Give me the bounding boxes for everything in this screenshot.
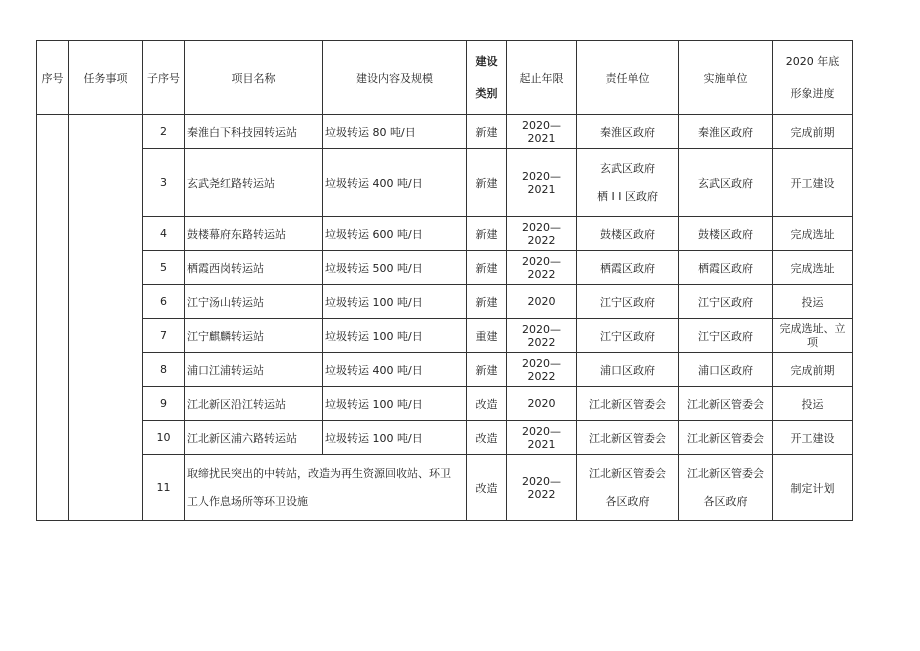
header-sub-seq: 子序号 bbox=[143, 41, 185, 115]
implementer-line: 各区政府 bbox=[703, 494, 748, 508]
project-name-cell: 江北新区沿江转运站 bbox=[185, 387, 323, 421]
type-cell: 新建 bbox=[467, 217, 507, 251]
merged-description-cell bbox=[185, 455, 467, 521]
responsible-cell: 鼓楼区政府 bbox=[577, 217, 679, 251]
header-progress-line1: 2020 年底 bbox=[785, 54, 840, 68]
period-cell: 2020—2022 bbox=[507, 353, 577, 387]
seq-cell-merged bbox=[37, 115, 69, 521]
progress-cell: 完成选址 bbox=[773, 251, 853, 285]
project-name-cell: 秦淮白下科技园转运站 bbox=[185, 115, 323, 149]
project-table bbox=[36, 40, 853, 521]
table-row bbox=[37, 149, 853, 217]
period-cell: 2020—2021 bbox=[507, 115, 577, 149]
content-cell: 垃圾转运 500 吨/日 bbox=[323, 251, 467, 285]
period-cell: 2020 bbox=[507, 387, 577, 421]
type-cell: 新建 bbox=[467, 115, 507, 149]
table-row bbox=[37, 387, 853, 421]
table-row bbox=[37, 319, 853, 353]
table-row bbox=[37, 353, 853, 387]
table-row bbox=[37, 455, 853, 521]
content-cell: 垃圾转运 600 吨/日 bbox=[323, 217, 467, 251]
sub-seq-cell: 10 bbox=[143, 421, 185, 455]
project-name-cell: 江宁麒麟转运站 bbox=[185, 319, 323, 353]
progress-cell: 投运 bbox=[773, 387, 853, 421]
project-name-cell: 鼓楼幕府东路转运站 bbox=[185, 217, 323, 251]
project-name-cell: 浦口江浦转运站 bbox=[185, 353, 323, 387]
header-progress bbox=[773, 41, 853, 115]
responsible-cell: 秦淮区政府 bbox=[577, 115, 679, 149]
period-cell: 2020—2021 bbox=[507, 421, 577, 455]
period-cell: 2020—2022 bbox=[507, 319, 577, 353]
responsible-cell: 江宁区政府 bbox=[577, 285, 679, 319]
responsible-line: 江北新区管委会 bbox=[589, 466, 666, 480]
table-row bbox=[37, 217, 853, 251]
content-cell: 垃圾转运 100 吨/日 bbox=[323, 387, 467, 421]
responsible-cell: 江北新区管委会 bbox=[577, 421, 679, 455]
type-cell: 新建 bbox=[467, 353, 507, 387]
sub-seq-cell: 6 bbox=[143, 285, 185, 319]
implementer-cell: 江宁区政府 bbox=[679, 319, 773, 353]
progress-cell: 完成选址、立项 bbox=[773, 319, 853, 353]
sub-seq-cell: 3 bbox=[143, 149, 185, 217]
type-cell: 新建 bbox=[467, 285, 507, 319]
period-cell: 2020—2022 bbox=[507, 455, 577, 521]
responsible-cell bbox=[577, 455, 679, 521]
sub-seq-cell: 5 bbox=[143, 251, 185, 285]
type-cell: 新建 bbox=[467, 149, 507, 217]
progress-cell: 开工建设 bbox=[773, 149, 853, 217]
table-row bbox=[37, 285, 853, 319]
table-body bbox=[37, 41, 853, 521]
project-name-cell: 栖霞西岗转运站 bbox=[185, 251, 323, 285]
sub-seq-cell: 7 bbox=[143, 319, 185, 353]
table-row bbox=[37, 251, 853, 285]
progress-cell: 投运 bbox=[773, 285, 853, 319]
type-cell: 改造 bbox=[467, 387, 507, 421]
progress-cell: 制定计划 bbox=[773, 455, 853, 521]
content-cell: 垃圾转运 400 吨/日 bbox=[323, 353, 467, 387]
description-line: 工人作息场所等环卫设施 bbox=[187, 494, 308, 508]
header-task: 任务事项 bbox=[69, 41, 143, 115]
type-cell: 重建 bbox=[467, 319, 507, 353]
sub-seq-cell: 4 bbox=[143, 217, 185, 251]
progress-cell: 完成前期 bbox=[773, 115, 853, 149]
header-project: 项目名称 bbox=[185, 41, 323, 115]
sub-seq-cell: 9 bbox=[143, 387, 185, 421]
sub-seq-cell: 11 bbox=[143, 455, 185, 521]
responsible-line: 各区政府 bbox=[605, 494, 650, 508]
header-period: 起止年限 bbox=[507, 41, 577, 115]
responsible-cell: 栖霞区政府 bbox=[577, 251, 679, 285]
implementer-cell: 秦淮区政府 bbox=[679, 115, 773, 149]
implementer-cell: 栖霞区政府 bbox=[679, 251, 773, 285]
period-cell: 2020—2021 bbox=[507, 149, 577, 217]
task-cell-merged bbox=[69, 115, 143, 521]
implementer-cell bbox=[679, 455, 773, 521]
implementer-cell: 鼓楼区政府 bbox=[679, 217, 773, 251]
header-content: 建设内容及规模 bbox=[323, 41, 467, 115]
content-cell: 垃圾转运 100 吨/日 bbox=[323, 319, 467, 353]
progress-cell: 开工建设 bbox=[773, 421, 853, 455]
table-row bbox=[37, 115, 853, 149]
header-responsible: 责任单位 bbox=[577, 41, 679, 115]
implementer-line: 江北新区管委会 bbox=[687, 466, 764, 480]
period-cell: 2020—2022 bbox=[507, 217, 577, 251]
responsible-line: 栖 I I 区政府 bbox=[597, 189, 658, 203]
responsible-cell: 江北新区管委会 bbox=[577, 387, 679, 421]
header-progress-line2: 形象进度 bbox=[790, 86, 835, 100]
header-type bbox=[467, 41, 507, 115]
implementer-cell: 浦口区政府 bbox=[679, 353, 773, 387]
project-name-cell: 江宁汤山转运站 bbox=[185, 285, 323, 319]
period-cell: 2020—2022 bbox=[507, 251, 577, 285]
header-seq: 序号 bbox=[37, 41, 69, 115]
table-row bbox=[37, 421, 853, 455]
sub-seq-cell: 8 bbox=[143, 353, 185, 387]
header-type-line1: 建设 bbox=[475, 54, 498, 68]
project-name-cell: 玄武尧红路转运站 bbox=[185, 149, 323, 217]
implementer-cell: 江北新区管委会 bbox=[679, 421, 773, 455]
type-cell: 改造 bbox=[467, 421, 507, 455]
type-cell: 新建 bbox=[467, 251, 507, 285]
sub-seq-cell: 2 bbox=[143, 115, 185, 149]
period-cell: 2020 bbox=[507, 285, 577, 319]
implementer-cell: 江宁区政府 bbox=[679, 285, 773, 319]
content-cell: 垃圾转运 100 吨/日 bbox=[323, 421, 467, 455]
responsible-cell: 浦口区政府 bbox=[577, 353, 679, 387]
responsible-line: 玄武区政府 bbox=[600, 161, 655, 175]
implementer-cell: 玄武区政府 bbox=[679, 149, 773, 217]
type-cell: 改造 bbox=[467, 455, 507, 521]
responsible-cell bbox=[577, 149, 679, 217]
header-implementer: 实施单位 bbox=[679, 41, 773, 115]
header-type-line2: 类别 bbox=[475, 86, 498, 100]
project-name-cell: 江北新区浦六路转运站 bbox=[185, 421, 323, 455]
content-cell: 垃圾转运 100 吨/日 bbox=[323, 285, 467, 319]
progress-cell: 完成前期 bbox=[773, 353, 853, 387]
progress-cell: 完成选址 bbox=[773, 217, 853, 251]
responsible-cell: 江宁区政府 bbox=[577, 319, 679, 353]
description-line: 取缔扰民突出的中转站，改造为再生资源回收站、环卫 bbox=[187, 466, 451, 480]
content-cell: 垃圾转运 80 吨/日 bbox=[323, 115, 467, 149]
content-cell: 垃圾转运 400 吨/日 bbox=[323, 149, 467, 217]
implementer-cell: 江北新区管委会 bbox=[679, 387, 773, 421]
header-row bbox=[37, 41, 853, 115]
